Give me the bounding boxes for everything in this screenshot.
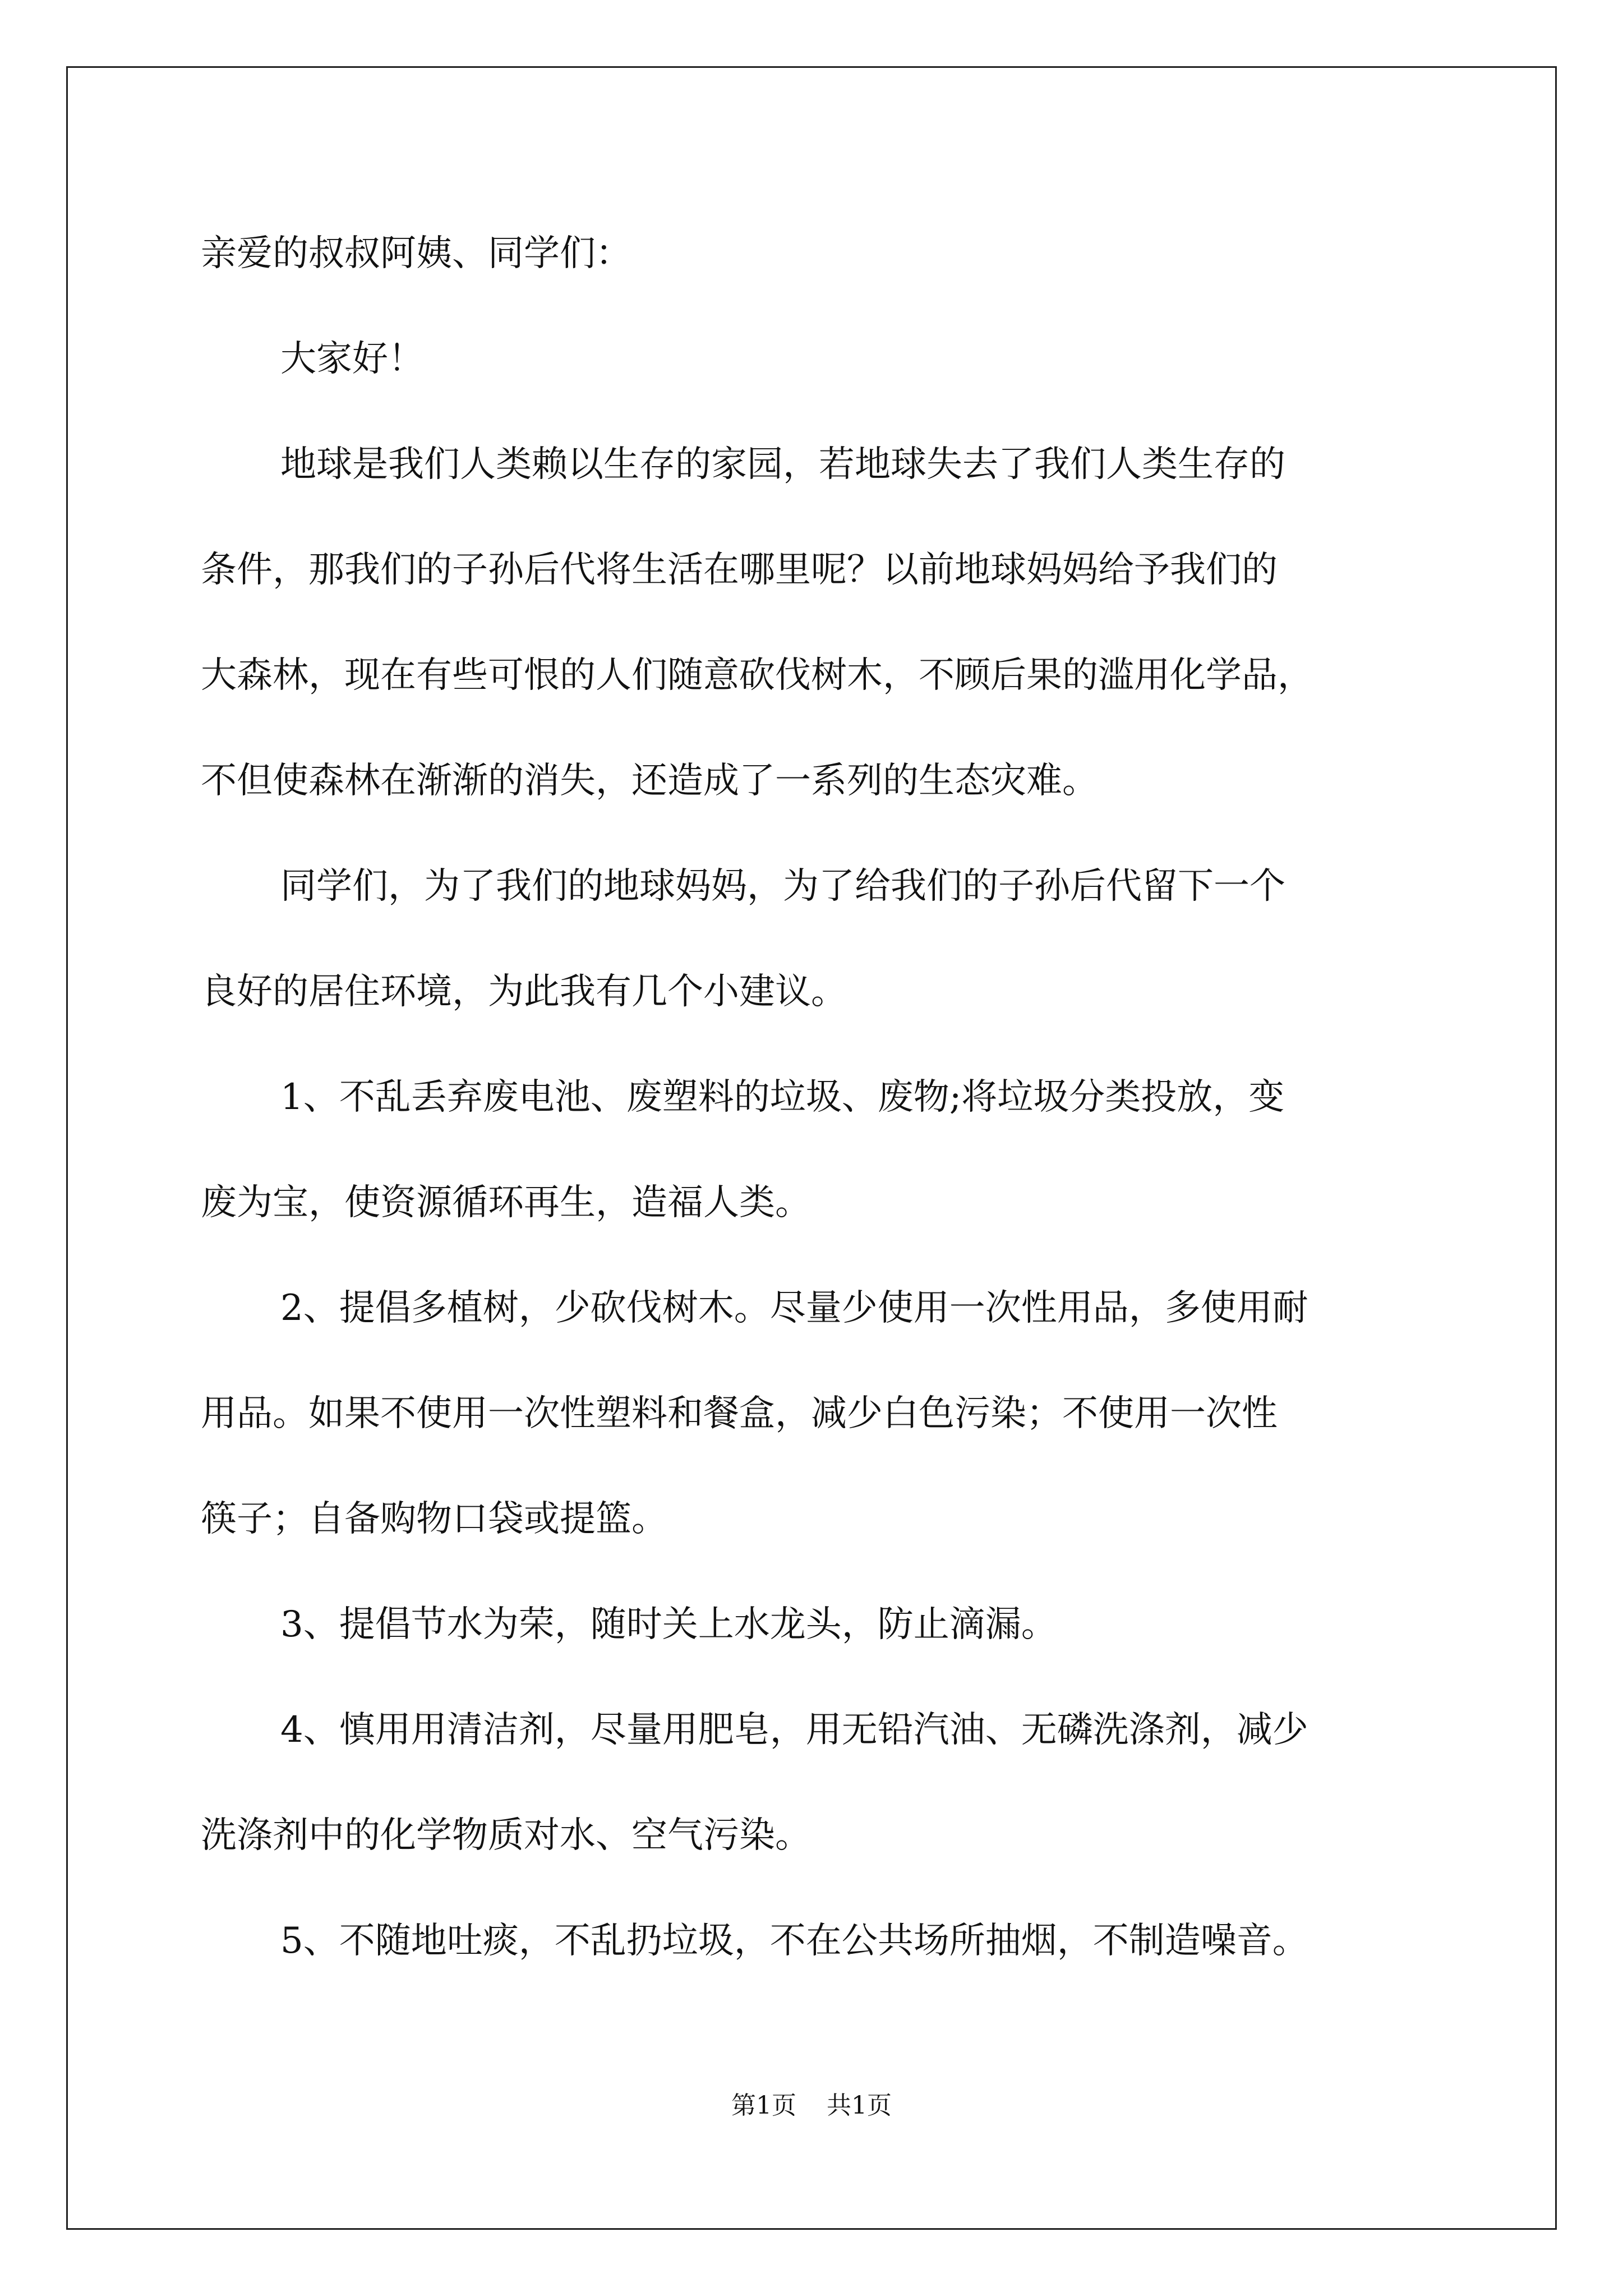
text-line: 大森林，现在有些可恨的人们随意砍伐树木，不顾后果的滥用化学品， [201,655,1313,696]
text-line: 4、慎用用清洁剂，尽量用肥皂，用无铅汽油、无磷洗涤剂，减少 [280,1709,1308,1751]
text-line: 5、不随地吐痰，不乱扔垃圾，不在公共场所抽烟，不制造噪音。 [280,1920,1308,1962]
suggestion-item-5 [201,1912,1435,1970]
page-total-label: 共1页 [827,2091,892,2120]
text-line: 亲爱的叔叔阿姨、同学们： [201,233,631,274]
text-line: 同学们，为了我们的地球妈妈，为了给我们的子孙后代留下一个 [280,866,1285,907]
text-line: 洗涤剂中的化学物质对水、空气污染。 [201,1815,811,1856]
greeting-paragraph [201,330,1435,388]
suggestion-item-3 [201,1595,1435,1654]
page-footer [0,2090,1623,2122]
text-line: 2、提倡多植树，少砍伐树木。尽量少使用一次性用品，多使用耐 [280,1287,1308,1329]
text-line: 1、不乱丢弃废电池、废塑料的垃圾、废物;将垃圾分类投放，变 [280,1076,1285,1118]
text-line: 条件，那我们的子孙后代将生活在哪里呢？以前地球妈妈给予我们的 [201,549,1278,591]
text-line: 筷子；自备购物口袋或提篮。 [201,1498,667,1540]
body-paragraph [201,857,1435,1021]
text-line: 不但使森林在渐渐的消失，还造成了一系列的生态灾难。 [201,760,1098,802]
suggestion-item-4 [201,1701,1435,1865]
suggestion-item-1 [201,1068,1435,1232]
document-body [201,224,1435,1970]
text-line: 地球是我们人类赖以生存的家园，若地球失去了我们人类生存的 [280,444,1285,485]
page-number-label: 第1页 [731,2091,796,2120]
text-line: 用品。如果不使用一次性塑料和餐盒，减少白色污染；不使用一次性 [201,1393,1278,1434]
body-paragraph [201,435,1435,810]
suggestion-item-2 [201,1279,1435,1548]
text-line: 大家好！ [280,338,424,380]
text-line: 废为宝，使资源循环再生，造福人类。 [201,1182,811,1223]
text-line: 3、提倡节水为荣，随时关上水龙头，防止滴漏。 [280,1604,1057,1645]
text-line: 良好的居住环境，为此我有几个小建议。 [201,971,847,1013]
salutation-paragraph [201,224,1435,283]
